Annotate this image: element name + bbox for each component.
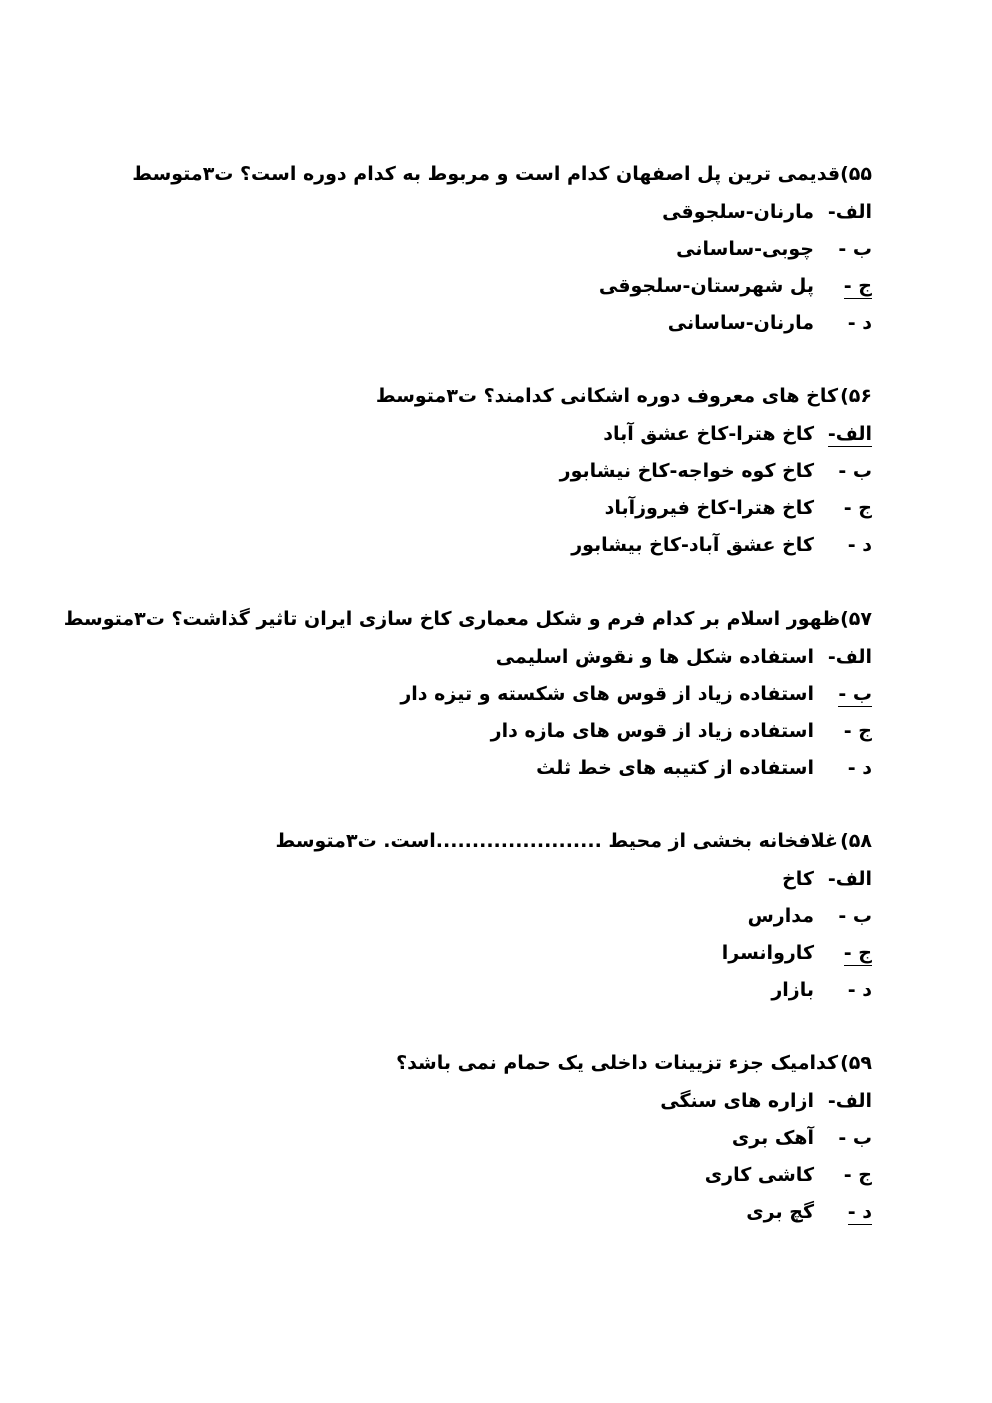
question-58 bbox=[152, 829, 872, 1015]
option-label: د - bbox=[847, 312, 872, 334]
option-text: کاخ هترا-کاخ فیروزآباد bbox=[604, 497, 814, 519]
option-label: ب - bbox=[838, 238, 872, 260]
question-number: ۵۵) bbox=[840, 163, 872, 185]
option-text: کاخ bbox=[782, 868, 814, 890]
option-d[interactable] bbox=[152, 311, 872, 348]
question-line bbox=[152, 829, 872, 853]
option-label: الف- bbox=[827, 1090, 872, 1112]
option-text: کاروانسرا bbox=[721, 942, 814, 964]
option-label: د - bbox=[847, 979, 872, 1001]
option-d[interactable] bbox=[112, 756, 872, 793]
option-text: بازار bbox=[771, 979, 814, 1001]
question-number: ۵۸) bbox=[840, 830, 872, 852]
question-number: ۵۷) bbox=[840, 608, 872, 630]
option-text: استفاده زیاد از قوس های شکسته و تیزه دار bbox=[400, 683, 814, 705]
question-55 bbox=[132, 162, 872, 348]
option-b[interactable] bbox=[152, 237, 872, 274]
question-line bbox=[152, 1051, 872, 1075]
option-label: د - bbox=[847, 757, 872, 779]
option-label: الف- bbox=[827, 201, 872, 223]
option-text: پل شهرستان-سلجوقی bbox=[598, 275, 814, 297]
option-a[interactable] bbox=[152, 422, 872, 459]
option-d[interactable] bbox=[152, 1200, 872, 1237]
question-line bbox=[132, 162, 872, 186]
option-text: مارنان-سلجوقی bbox=[662, 201, 814, 223]
option-text: کاخ عشق آباد-کاخ بیشابور bbox=[571, 534, 814, 556]
option-label-correct: ج - bbox=[843, 942, 872, 964]
option-text: کاخ کوه خواجه-کاخ نیشابور bbox=[559, 460, 814, 482]
option-text: مدارس bbox=[747, 905, 814, 927]
option-text: گچ بری bbox=[746, 1201, 814, 1223]
option-a[interactable] bbox=[152, 867, 872, 904]
option-text: چوبی-ساسانی bbox=[676, 238, 814, 260]
options-list bbox=[112, 645, 872, 793]
option-label-correct: ب - bbox=[838, 683, 872, 705]
option-text: کاشی کاری bbox=[704, 1164, 814, 1186]
question-text: ظهور اسلام بر کدام فرم و شکل معماری کاخ سازی ایران تاثیر گذاشت؟ ت۳متوسط bbox=[63, 608, 841, 630]
question-text: غلافخانه بخشی از محیط .......................است. ت۳متوسط bbox=[275, 830, 838, 852]
option-label-correct: د - bbox=[847, 1201, 872, 1223]
question-text: کدامیک جزء تزیینات داخلی یک حمام نمی باشد؟ bbox=[396, 1052, 838, 1074]
option-label: الف- bbox=[827, 868, 872, 890]
option-b[interactable] bbox=[152, 1126, 872, 1163]
option-label: ج - bbox=[843, 1164, 872, 1186]
option-label: ب - bbox=[838, 1127, 872, 1149]
options-list bbox=[152, 422, 872, 570]
option-label: الف- bbox=[827, 646, 872, 668]
option-text: استفاده زیاد از قوس های مازه دار bbox=[490, 720, 814, 742]
option-label-correct: ج - bbox=[843, 275, 872, 297]
question-number: ۵۹) bbox=[840, 1052, 872, 1074]
question-line bbox=[63, 607, 872, 631]
option-text: استفاده از کتیبه های خط ثلث bbox=[536, 757, 814, 779]
option-a[interactable] bbox=[112, 645, 872, 682]
option-text: ازاره های سنگی bbox=[660, 1090, 814, 1112]
options-list bbox=[152, 200, 872, 348]
option-b[interactable] bbox=[152, 904, 872, 941]
option-text: مارنان-ساسانی bbox=[667, 312, 814, 334]
option-c[interactable] bbox=[152, 941, 872, 978]
option-label: ب - bbox=[838, 905, 872, 927]
question-text: قدیمی ترین پل اصفهان کدام است و مربوط به کدام دوره است؟ ت۳متوسط bbox=[132, 163, 841, 185]
question-59 bbox=[152, 1051, 872, 1237]
option-label: د - bbox=[847, 534, 872, 556]
option-a[interactable] bbox=[152, 1089, 872, 1126]
option-label: ج - bbox=[843, 497, 872, 519]
option-c[interactable] bbox=[112, 719, 872, 756]
question-line bbox=[152, 384, 872, 408]
option-c[interactable] bbox=[152, 496, 872, 533]
option-text: آهک بری bbox=[731, 1127, 814, 1149]
option-label-correct: الف- bbox=[827, 423, 872, 445]
option-b[interactable] bbox=[152, 459, 872, 496]
option-c[interactable] bbox=[152, 1163, 872, 1200]
option-d[interactable] bbox=[152, 533, 872, 570]
option-text: کاخ هترا-کاخ عشق آباد bbox=[603, 423, 814, 445]
question-number: ۵۶) bbox=[840, 385, 872, 407]
option-c[interactable] bbox=[152, 274, 872, 311]
question-57 bbox=[63, 607, 872, 793]
option-label: ب - bbox=[838, 460, 872, 482]
option-b[interactable] bbox=[112, 682, 872, 719]
option-d[interactable] bbox=[152, 978, 872, 1015]
question-56 bbox=[152, 384, 872, 570]
option-label: ج - bbox=[843, 720, 872, 742]
option-a[interactable] bbox=[152, 200, 872, 237]
question-text: کاخ های معروف دوره اشکانی کدامند؟ ت۳متوسط bbox=[375, 385, 838, 407]
options-list bbox=[152, 1089, 872, 1237]
options-list bbox=[152, 867, 872, 1015]
option-text: استفاده شکل ها و نقوش اسلیمی bbox=[495, 646, 814, 668]
